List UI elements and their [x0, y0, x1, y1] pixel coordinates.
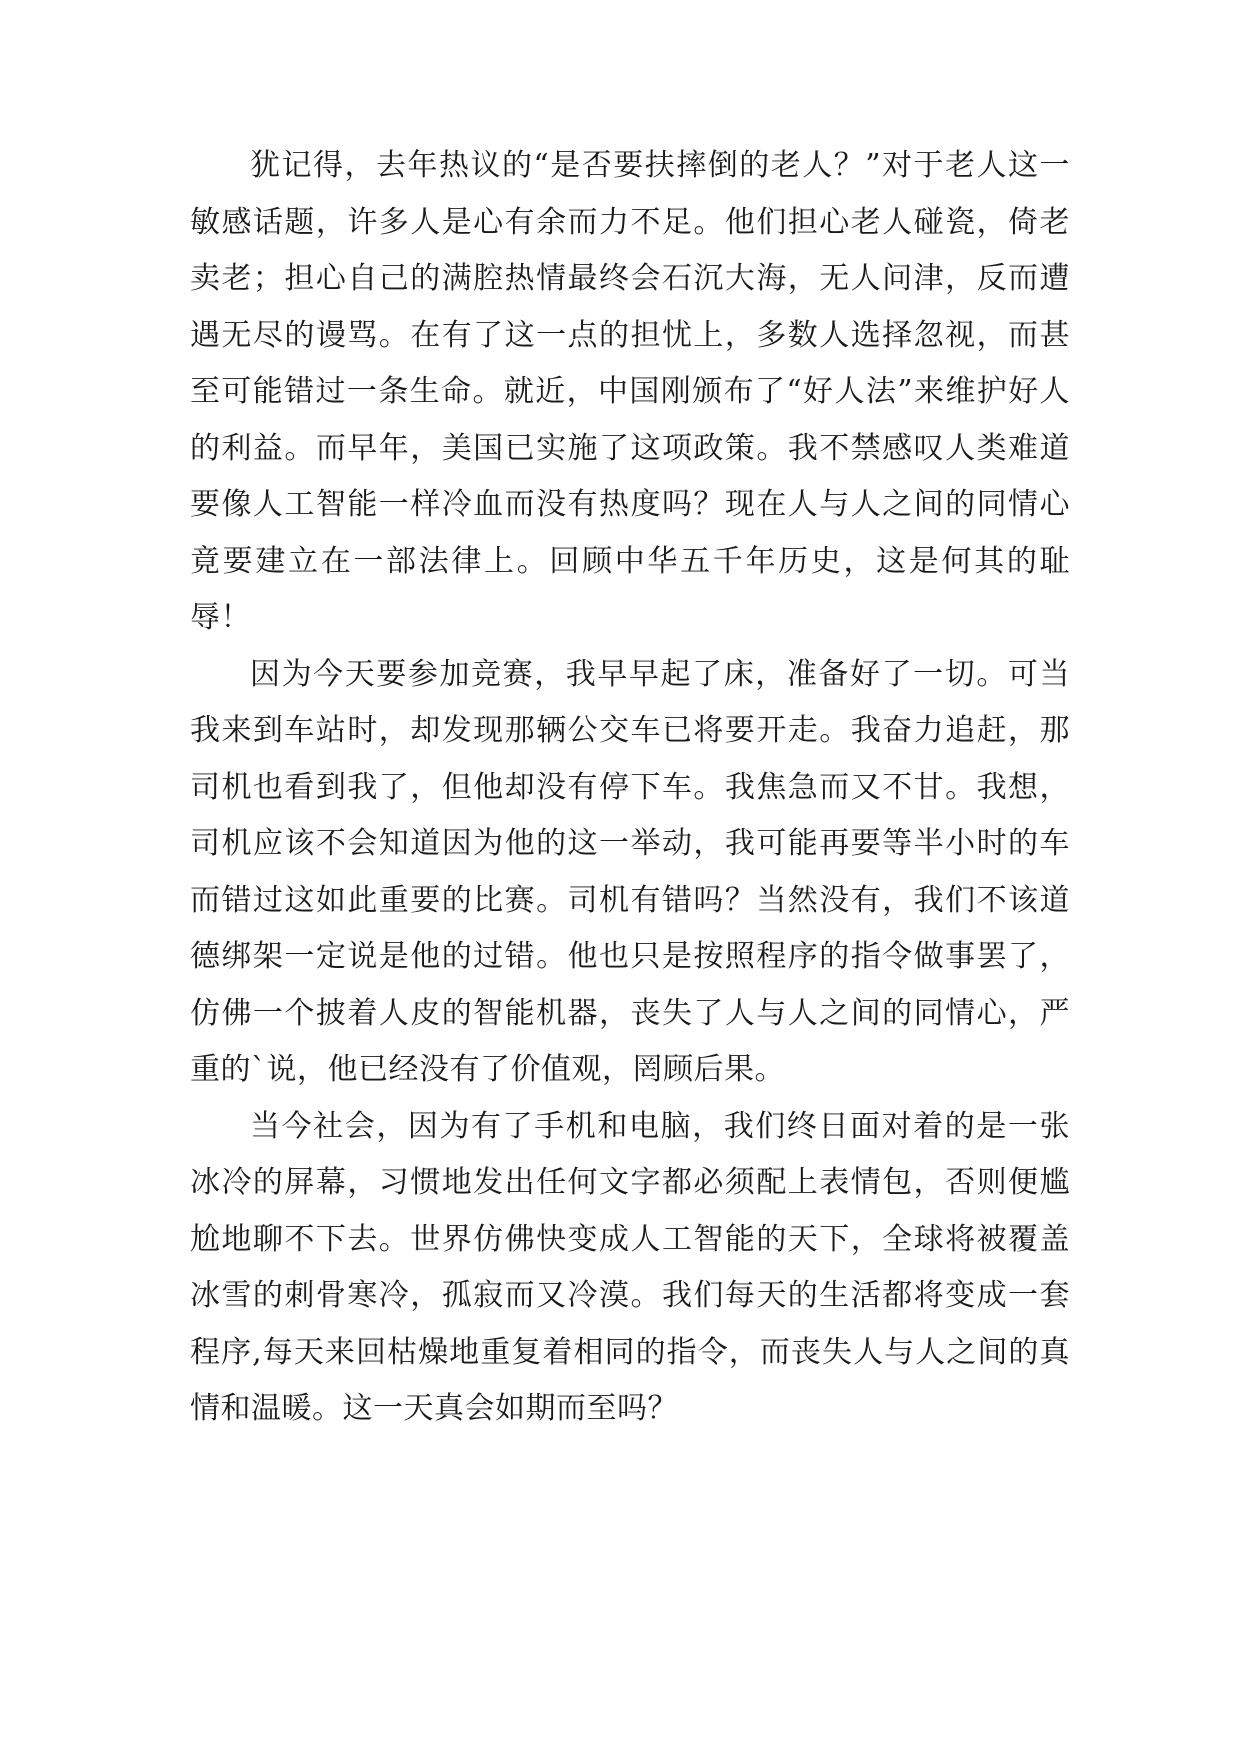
paragraph-3: 当今社会，因为有了手机和电脑，我们终日面对着的是一张冰冷的屏幕，习惯地发出任何文字都必须配上表情包，否则便尴尬地聊不下去。世界仿佛快变成人工智能的天下，全球将被覆盖冰雪的刺骨寒冷，孤寂而又冷漠。我们每天的生活都将变成一套程序,每天来回枯燥地重复着相同的指令，而丧失人与人之间的真情和温暖。这一天真会如期而至吗？: [190, 1108, 1070, 1426]
paragraph-1: 犹记得，去年热议的“是否要扶摔倒的老人？”对于老人这一敏感话题，许多人是心有余而力不足。他们担心老人碰瓷，倚老卖老；担心自己的满腔热情最终会石沉大海，无人问津，反而遭遇无尽的谩骂。在有了这一点的担忧上，多数人选择忽视，而甚至可能错过一条生命。就近，中国刚颁布了“好人法”来维护好人的利益。而早年，美国已实施了这项政策。我不禁感叹人类难道要像人工智能一样冷血而没有热度吗？现在人与人之间的同情心竟要建立在一部法律上。回顾中华五千年历史，这是何其的耻辱！: [190, 148, 1070, 635]
essay-body: [190, 138, 1070, 1438]
paragraph-2: 因为今天要参加竞赛，我早早起了床，准备好了一切。可当我来到车站时，却发现那辆公交车已将要开走。我奋力追赶，那司机也看到我了，但他却没有停下车。我焦急而又不甘。我想，司机应该不会知道因为他的这一举动，我可能再要等半小时的车而错过这如此重要的比赛。司机有错吗？当然没有，我们不该道德绑架一定说是他的过错。他也只是按照程序的指令做事罢了，仿佛一个披着人皮的智能机器，丧失了人与人之间的同情心，严重的`说，他已经没有了价值观，罔顾后果。: [190, 656, 1070, 1087]
